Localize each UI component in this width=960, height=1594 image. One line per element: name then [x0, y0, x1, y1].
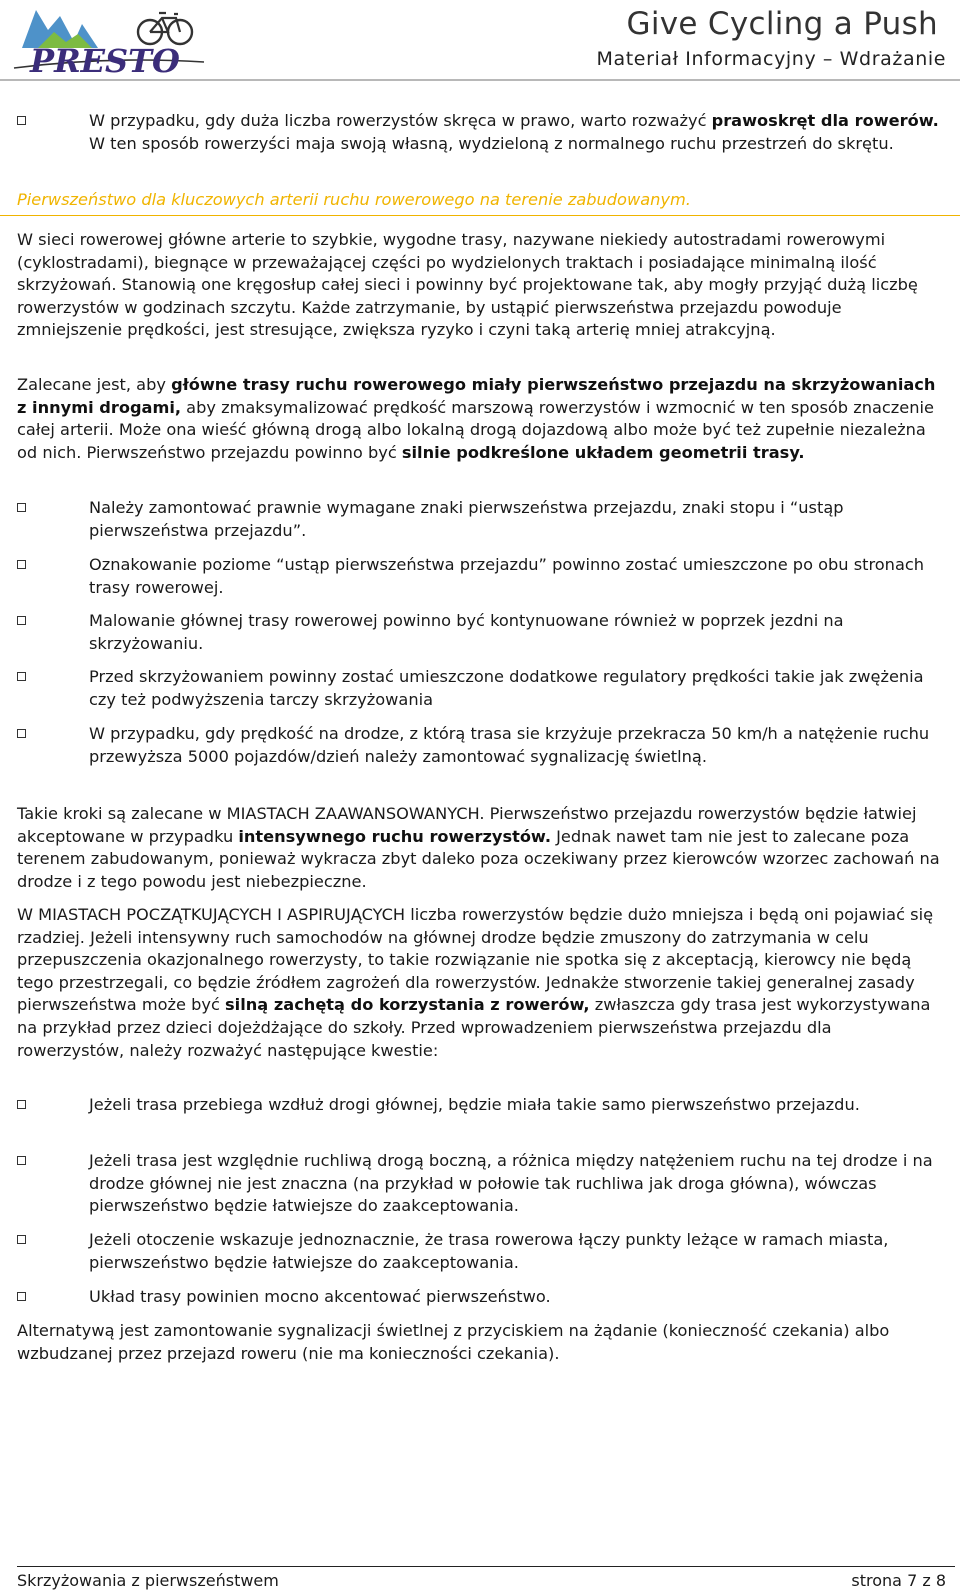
checkbox-bullet-icon [17, 1292, 26, 1301]
document-subtitle: Materiał Informacyjny – Wdrażanie [596, 48, 946, 70]
header-divider [0, 79, 960, 81]
footer-divider [17, 1566, 955, 1567]
logo-wordmark: PRESTO [30, 42, 180, 78]
checkbox-bullet-icon [17, 503, 26, 512]
checkbox-bullet-icon [17, 560, 26, 569]
checkbox-bullet-icon [17, 616, 26, 625]
section-heading: Pierwszeństwo dla kluczowych arterii ruchu rowerowego na terenie zabudowanym. [17, 190, 691, 209]
document-title: Give Cycling a Push [626, 6, 938, 42]
checkbox-bullet-icon [17, 672, 26, 681]
checkbox-bullet-icon [17, 116, 26, 125]
paragraph-priority: Zalecane jest, aby główne trasy ruchu rowerowego miały pierwszeństwo przejazdu na skrzyżowaniach z innymi drogami, aby zmaksymalizować prędkość marszową rowerzystów i wzmocnić w ten sposób znaczenie całej arterii. Może ona wieść główną drogą albo lokalną drogą dojazdową albo może być też zupełnie niezależna od nich. Pierwszeństwo przejazdu powinno być silnie podkreślone układem geometrii trasy. [17, 375, 936, 462]
paragraph-starting-cities: W MIASTACH POCZĄTKUJĄCYCH I ASPIRUJĄCYCH liczba rowerzystów będzie dużo mniejsza i będą oni pojawiać się rzadziej. Jeżeli intensywny ruch samochodów na głównej drodze będzie zmuszony do zatrzymania w celu przepuszczenia okazjonalnego rowerzysty, to takie rozwiązanie nie spotka się z akceptacją, kierowcy nie będą tego przestrzegali, co będzie źródłem zagrożeń dla rowerzystów. Jednakże stworzenie takiej generalnej zasady pierwszeństwa może być silną zachętą do korzystania z rowerów, zwłaszcza gdy trasa jest wykorzystywana na przykład przez dzieci dojeżdżające do szkoły. Przed wprowadzeniem pierwszeństwa przejazdu dla rowerzystów, należy rozważyć następujące kwestie: [17, 905, 934, 1060]
paragraph-arteries: W sieci rowerowej główne arterie to szybkie, wygodne trasy, nazywane niekiedy autostradami rowerowymi (cyklostradami), biegnące w przeważającej części po wydzielonych traktach i posiadające minimalną ilość skrzyżowań. Stanowią one kręgosłup całej sieci i powinny być projektowane tak, aby mogły przyjąć dużą liczbę rowerzystów w godzinach szczytu. Każde zatrzymanie, by ustąpić pierwszeństwa przejazdu powoduje zmniejszenie prędkości, jest stresujące, zwiększa ryzyko i czyni taką arterię mniej atrakcyjną. [17, 230, 918, 340]
paragraph-alternative: Alternatywą jest zamontowanie sygnalizacji świetlnej z przyciskiem na żądanie (konieczność czekania) albo wzbudzanej przez przejazd roweru (nie ma konieczności czekania). [17, 1321, 890, 1363]
checkbox-bullet-icon [17, 1100, 26, 1109]
footer-section-title: Skrzyżowania z pierwszeństwem [17, 1571, 279, 1590]
paragraph-advanced-cities: Takie kroki są zalecane w MIASTACH ZAAWANSOWANYCH. Pierwszeństwo przejazdu rowerzystów będzie łatwiej akceptowane w przypadku intensywnego ruchu rowerzystów. Jednak nawet tam nie jest to zalecane poza terenem zabudowanym, ponieważ wykracza zbyt daleko poza oczekiwany przez kierowców wzorzec zachowań na drodze i z tego powodu jest niebezpieczne. [17, 804, 940, 891]
section-divider [0, 215, 960, 216]
checkbox-bullet-icon [17, 1235, 26, 1244]
page-number: strona 7 z 8 [851, 1571, 946, 1590]
checkbox-bullet-icon [17, 729, 26, 738]
presto-logo [8, 2, 208, 78]
checkbox-bullet-icon [17, 1156, 26, 1165]
page-header [0, 0, 960, 82]
